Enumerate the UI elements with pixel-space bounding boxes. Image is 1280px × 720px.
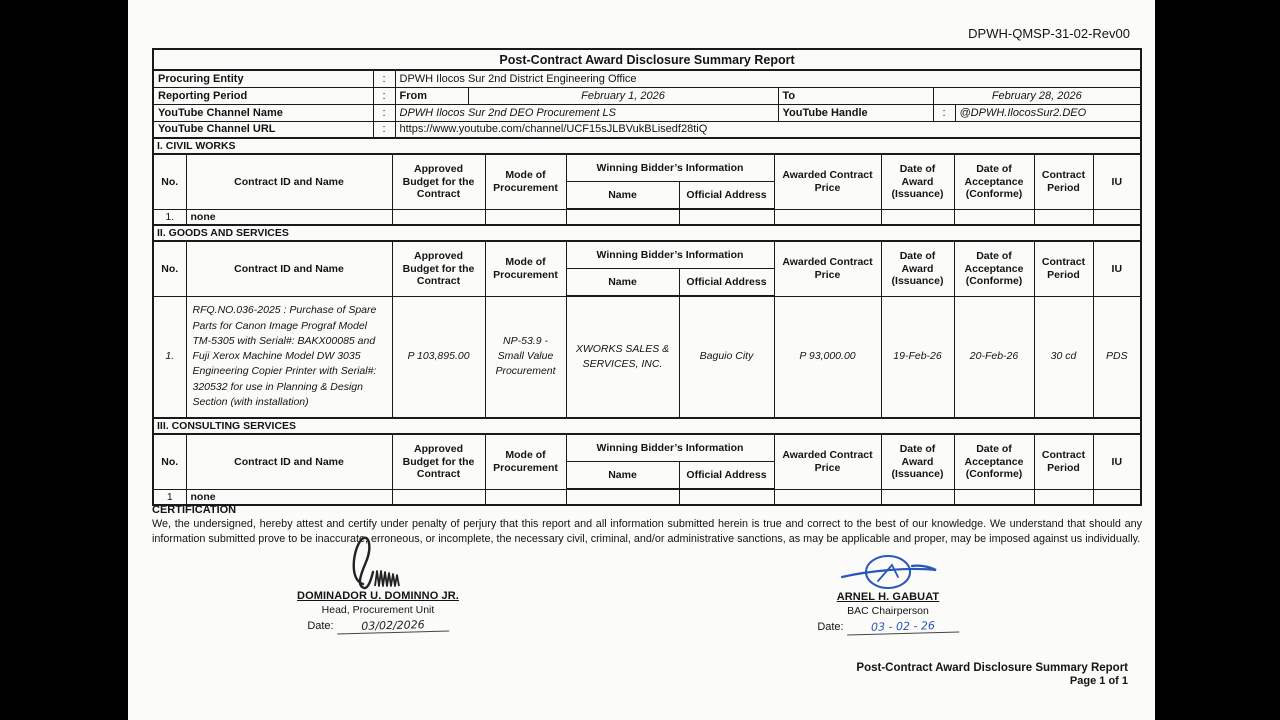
col-header-price: Awarded Contract Price — [774, 154, 881, 209]
colon-separator: : — [373, 70, 395, 87]
section-title-civil-works: I. CIVIL WORKS — [153, 138, 1141, 154]
document-page — [128, 0, 1155, 720]
col-header-budget: Approved Budget for the Contract — [392, 434, 485, 489]
period-cell: 30 cd — [1034, 296, 1093, 418]
handle-label: YouTube Handle — [778, 104, 933, 121]
certification-body: We, the undersigned, hereby attest and certify under penalty of perjury that this report and all information submitted herein is true and correct to the best of our knowledge. We understand that should any information submitted prove to be inaccurate, erroneous, or incomplete, the necessary civil, criminal, and/or administrative sanctions, as may be applicable and proper, may be imposed against us individually. — [152, 518, 1142, 546]
col-header-period: Contract Period — [1034, 241, 1093, 296]
reporting-period-label: Reporting Period — [153, 87, 373, 104]
price-cell: P 93,000.00 — [774, 296, 881, 418]
footer-report-title: Post-Contract Award Disclosure Summary Report — [856, 662, 1128, 674]
col-header-price: Awarded Contract Price — [774, 434, 881, 489]
bidder-address-cell: Baguio City — [679, 296, 774, 418]
footer-page-number: Page 1 of 1 — [1069, 675, 1128, 687]
col-header-award-date: Date of Award (Issuance) — [881, 154, 954, 209]
col-header-no: No. — [153, 434, 186, 489]
channel-url-value: https://www.youtube.com/channel/UCF15sJLBVukBLisedf28tiQ — [395, 121, 1141, 138]
handle-value: @DPWH.IlocosSur2.DEO — [955, 104, 1141, 121]
section-title-consulting-services: III. CONSULTING SERVICES — [153, 418, 1141, 434]
award-date-cell: 19-Feb-26 — [881, 296, 954, 418]
col-header-contract: Contract ID and Name — [186, 154, 392, 209]
certification-heading: CERTIFICATION — [152, 504, 237, 516]
handwritten-date: 03 - 02 - 26 — [847, 619, 959, 636]
col-header-mode: Mode of Procurement — [485, 241, 566, 296]
signatory-name: DOMINADOR U. DOMINNO JR. — [297, 590, 459, 602]
procuring-entity-label: Procuring Entity — [153, 70, 373, 87]
contract-cell: none — [186, 489, 392, 505]
colon-separator: : — [373, 87, 395, 104]
page-footer — [856, 662, 1128, 687]
signature-flourish-blue — [828, 553, 948, 591]
to-label: To — [778, 87, 933, 104]
col-header-period: Contract Period — [1034, 154, 1093, 209]
col-header-iu: IU — [1093, 434, 1141, 489]
col-header-bidder-address: Official Address — [679, 181, 774, 209]
row-number: 1 — [153, 489, 186, 505]
row-number: 1. — [153, 209, 186, 225]
col-header-bidder-address: Official Address — [679, 268, 774, 296]
document-code: DPWH-QMSP-31-02-Rev00 — [968, 26, 1130, 41]
col-header-contract: Contract ID and Name — [186, 434, 392, 489]
col-header-bidder-name: Name — [566, 461, 679, 489]
from-date-value: February 1, 2026 — [468, 87, 778, 104]
budget-cell: P 103,895.00 — [392, 296, 485, 418]
channel-url-label: YouTube Channel URL — [153, 121, 373, 138]
signatory-date — [768, 620, 1008, 634]
date-label: Date: — [307, 620, 334, 632]
signatory-left — [258, 534, 498, 633]
col-header-winning-bidder: Winning Bidder’s Information — [566, 434, 774, 461]
col-header-bidder-name: Name — [566, 181, 679, 209]
iu-cell: PDS — [1093, 296, 1141, 418]
section-title-goods-services: II. GOODS AND SERVICES — [153, 225, 1141, 241]
col-header-winning-bidder: Winning Bidder’s Information — [566, 154, 774, 181]
col-header-acceptance-date: Date of Acceptance (Conforme) — [954, 154, 1034, 209]
colon-separator: : — [373, 121, 395, 138]
contract-cell: none — [186, 209, 392, 225]
row-number: 1. — [153, 296, 186, 418]
report-info-table — [152, 48, 1142, 139]
contract-cell: RFQ.NO.036-2025 : Purchase of Spare Parts for Canon Image Prograf Model TM-5305 with Serial#: BAKX00085 and Fuji Xerox Machine Model DW 3035 Engineering Copier Printer with Serial#: 320532 for use in Planning & Design Section (with installation) — [186, 296, 392, 418]
to-date-value: February 28, 2026 — [933, 87, 1141, 104]
signature-scribble-black — [333, 534, 423, 590]
channel-name-value: DPWH Ilocos Sur 2nd DEO Procurement LS — [395, 104, 778, 121]
col-header-award-date: Date of Award (Issuance) — [881, 434, 954, 489]
col-header-no: No. — [153, 154, 186, 209]
acceptance-date-cell: 20-Feb-26 — [954, 296, 1034, 418]
col-header-mode: Mode of Procurement — [485, 434, 566, 489]
col-header-winning-bidder: Winning Bidder’s Information — [566, 241, 774, 268]
bidder-name-cell: XWORKS SALES & SERVICES, INC. — [566, 296, 679, 418]
col-header-price: Awarded Contract Price — [774, 241, 881, 296]
signatory-role: BAC Chairperson — [847, 605, 929, 617]
channel-name-label: YouTube Channel Name — [153, 104, 373, 121]
col-header-budget: Approved Budget for the Contract — [392, 154, 485, 209]
signatory-date — [258, 619, 498, 633]
date-label: Date: — [817, 621, 844, 633]
report-title: Post-Contract Award Disclosure Summary Report — [153, 49, 1141, 70]
colon-separator: : — [933, 104, 955, 121]
col-header-award-date: Date of Award (Issuance) — [881, 241, 954, 296]
signatory-right — [768, 553, 1008, 634]
from-label: From — [395, 87, 468, 104]
col-header-acceptance-date: Date of Acceptance (Conforme) — [954, 241, 1034, 296]
colon-separator: : — [373, 104, 395, 121]
col-header-mode: Mode of Procurement — [485, 154, 566, 209]
handwritten-date: 03/02/2026 — [337, 618, 449, 635]
table-row — [153, 296, 1141, 418]
mode-cell: NP-53.9 - Small Value Procurement — [485, 296, 566, 418]
table-row — [153, 489, 1141, 505]
col-header-no: No. — [153, 241, 186, 296]
contracts-table — [152, 137, 1142, 506]
signatory-name: ARNEL H. GABUAT — [836, 591, 940, 603]
table-row — [153, 209, 1141, 225]
col-header-period: Contract Period — [1034, 434, 1093, 489]
col-header-bidder-address: Official Address — [679, 461, 774, 489]
col-header-contract: Contract ID and Name — [186, 241, 392, 296]
col-header-acceptance-date: Date of Acceptance (Conforme) — [954, 434, 1034, 489]
signatory-role: Head, Procurement Unit — [321, 604, 435, 616]
procuring-entity-value: DPWH Ilocos Sur 2nd District Engineering Office — [395, 70, 1141, 87]
col-header-iu: IU — [1093, 154, 1141, 209]
col-header-budget: Approved Budget for the Contract — [392, 241, 485, 296]
col-header-bidder-name: Name — [566, 268, 679, 296]
col-header-iu: IU — [1093, 241, 1141, 296]
